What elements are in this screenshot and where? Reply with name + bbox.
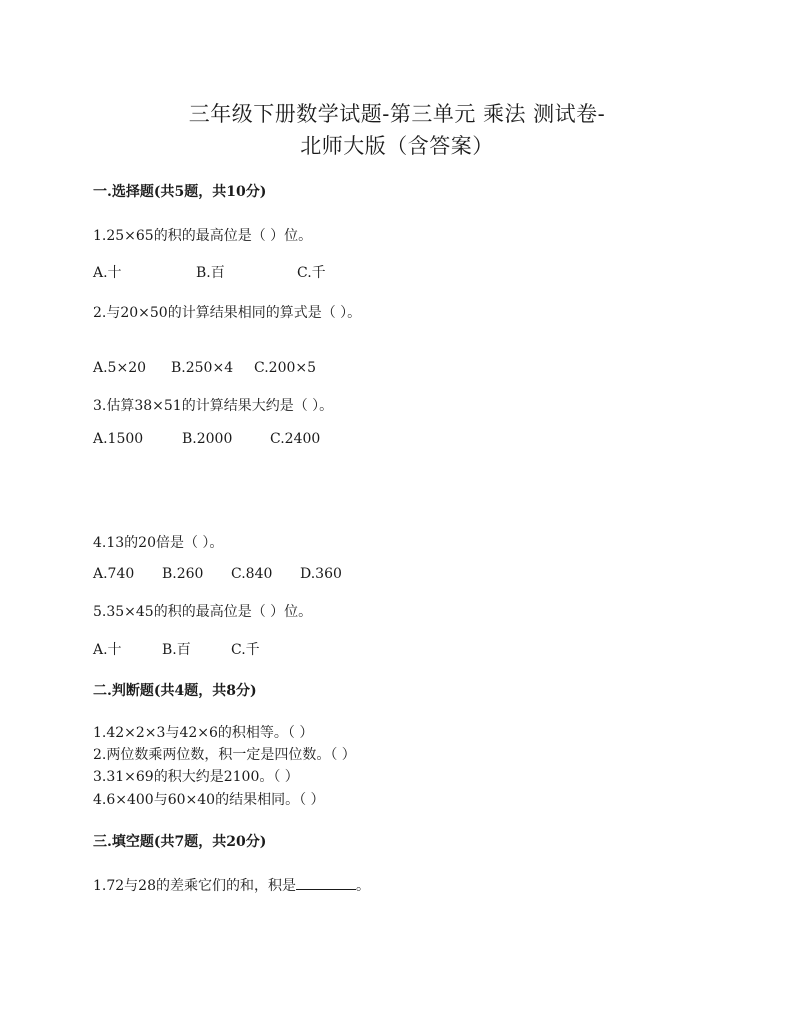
section-heading-fill: 三.填空题(共7题，共20分) xyxy=(93,834,267,850)
choice-option: A.十 xyxy=(93,265,122,281)
section-heading-judge: 二.判断题(共4题，共8分) xyxy=(93,683,257,699)
exam-title-line1: 三年级下册数学试题-第三单元 乘法 测试卷- xyxy=(188,102,606,126)
choice-option: C.2400 xyxy=(270,431,321,447)
choice-option: B.260 xyxy=(162,566,204,582)
choice-question-1: 1.25×65的积的最高位是（ ）位。 xyxy=(93,228,313,244)
answer-blank[interactable] xyxy=(296,875,356,890)
fill-question-text: 1.72与28的差乘它们的和，积是 xyxy=(93,878,296,894)
exam-title-line2: 北师大版（含答案） xyxy=(300,134,494,158)
choice-option: B.百 xyxy=(196,265,225,281)
choice-option: A.5×20 xyxy=(93,360,147,376)
judge-question-3: 3.31×69的积大约是2100。（ ） xyxy=(93,769,299,785)
choice-option: B.百 xyxy=(162,642,191,658)
judge-question-4: 4.6×400与60×40的结果相同。（ ） xyxy=(93,792,325,808)
choice-option: B.2000 xyxy=(182,431,233,447)
judge-question-2: 2.两位数乘两位数，积一定是四位数。（ ） xyxy=(93,747,356,763)
choice-option: B.250×4 xyxy=(171,360,234,376)
section-heading-choice: 一.选择题(共5题，共10分) xyxy=(93,184,267,200)
judge-question-1: 1.42×2×3与42×6的积相等。（ ） xyxy=(93,725,314,741)
choice-option: A.740 xyxy=(93,566,135,582)
choice-question-2: 2.与20×50的计算结果相同的算式是（ ）。 xyxy=(93,305,362,321)
choice-option: C.200×5 xyxy=(254,360,317,376)
choice-option: A.十 xyxy=(93,642,122,658)
choice-option: C.千 xyxy=(231,642,260,658)
fill-question-end: 。 xyxy=(356,878,370,894)
fill-question-1 xyxy=(93,875,370,895)
choice-question-5: 5.35×45的积的最高位是（ ）位。 xyxy=(93,604,313,620)
choice-option: A.1500 xyxy=(93,431,144,447)
choice-option: C.千 xyxy=(297,265,326,281)
choice-question-4: 4.13的20倍是（ ）。 xyxy=(93,535,224,551)
choice-option: D.360 xyxy=(300,566,342,582)
choice-option: C.840 xyxy=(231,566,273,582)
choice-question-3: 3.估算38×51的计算结果大约是（ ）。 xyxy=(93,398,334,414)
